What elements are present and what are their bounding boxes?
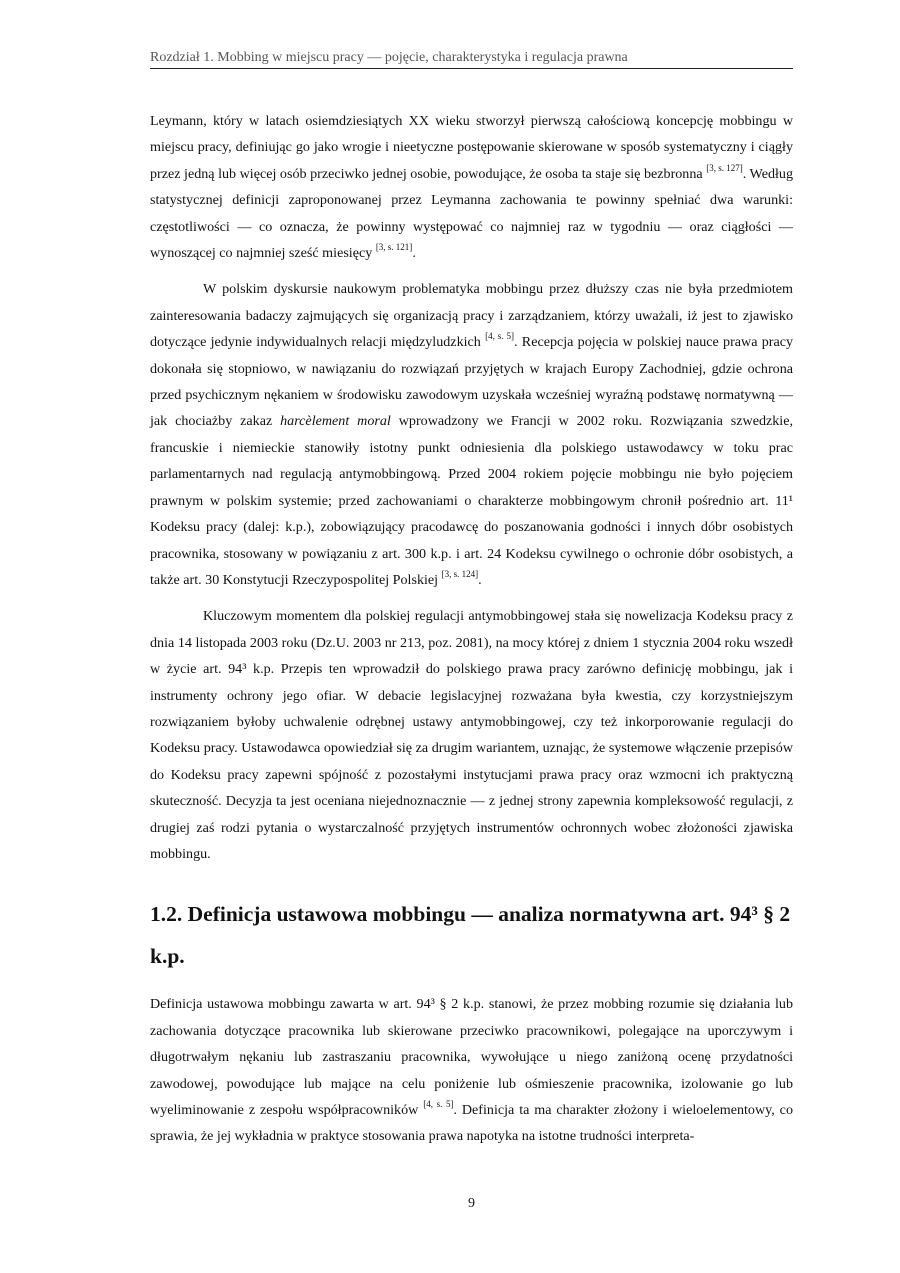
- text-span: . Recepcja pojęcia w polskiej nauce prawa pracy dokonała się stopniowo, w nawiązaniu do rozwiązań przyjętych w krajach Europy Zachodniej, gdzie ochrona przed psychicznym nękaniem w środowisku zawodowym uzyskała wcześniej wyraźną podstawę normatywną — jak chociażby zakaz: [150, 334, 793, 430]
- paragraph-leymann-definition: [150, 108, 793, 266]
- paragraph-statutory-definition: [150, 991, 793, 1149]
- text-span: wprowadzony we Francji w 2002 roku. Rozwiązania szwedzkie, francuskie i niemieckie stanowiły istotny punkt odniesienia dla polskiego ustawodawcy w toku prac parlamentarnych nad regulacją antymobbingową. Przed 2004 rokiem pojęcie mobbingu nie było pojęciem prawnym w polskim systemie; przed zachowaniami o charakterze mobbingowym chronił pośrednio art. 11¹ Kodeksu pracy (dalej: k.p.), zobowiązujący pracodawcę do poszanowania godności i innych dóbr osobistych pracownika, stosowany w powiązaniu z art. 300 k.p. i art. 24 Kodeksu cywilnego o ochronie dóbr osobistych, a także art. 30 Konstytucji Rzeczypospolitej Polskiej: [150, 413, 793, 588]
- text-span: . Definicja ta ma charakter złożony i wieloelementowy, co sprawia, że jej wykładnia w praktyce stosowania prawa napotyka na istotne trudności interpreta-: [150, 1102, 793, 1145]
- citation-reference: [3, s. 121]: [375, 242, 413, 253]
- text-span: Definicja ustawowa mobbingu zawarta w art. 94³ § 2 k.p. stanowi, że przez mobbing rozumie się działania lub zachowania dotyczące pracownika lub skierowane przeciwko pracownikowi, polegające na uporczywym i długotrwałym nękaniu lub zastraszaniu pracownika, wywołujące u niego zaniżoną ocenę przydatności zawodowej, powodujące lub mające na celu poniżenie lub ośmieszenie pracownika, izolowanie go lub wyeliminowanie z zespołu współpracowników: [150, 996, 793, 1118]
- paragraph-polish-discourse: [150, 276, 793, 593]
- document-page: [150, 0, 793, 1273]
- text-span: Kluczowym momentem dla polskiej regulacji antymobbingowej stała się nowelizacja Kodeksu pracy z dnia 14 listopada 2003 roku (Dz.U. 2003 nr 213, poz. 2081), na mocy której z dniem 1 stycznia 2004 roku wszedł w życie art. 94³ k.p. Przepis ten wprowadził do polskiego prawa pracy zarówno definicję mobbingu, jak i instrumenty ochrony jego ofiar. W debacie legislacyjnej rozważana była kwestia, czy korzystniejszym rozwiązaniem byłoby uchwalenie odrębnej ustawy antymobbingowej, czy też inkorporowanie regulacji do Kodeksu pracy. Ustawodawca opowiedział się za drugim wariantem, uznając, że systemowe włączenie przepisów do Kodeksu pracy zapewni spójność z pozostałymi instytucjami prawa pracy oraz wzmocni ich praktyczną skuteczność. Decyzja ta jest oceniana niejednoznacznie — z jednej strony zapewnia kompleksowość regulacji, z drugiej zaś rodzi pytania o wystarczalność przyjętych instrumentów ochronnych wobec złożoności zjawiska mobbingu.: [150, 608, 793, 862]
- citation-reference: [4, s. 5]: [423, 1099, 454, 1109]
- running-header: Rozdział 1. Mobbing w miejscu pracy — pojęcie, charakterystyka i regulacja prawna: [150, 50, 793, 69]
- citation-reference: [3, s. 127]: [706, 162, 743, 173]
- text-span: W polskim dyskursie naukowym problematyka mobbingu przez dłuższy czas nie była przedmiotem zainteresowania badaczy zajmujących się organizacją pracy i zarządzaniem, którzy uważali, iż jest to zjawisko dotyczące jedynie indywidualnych relacji międzyludzkich: [150, 281, 793, 351]
- text-span: Leymann, który w latach osiemdziesiątych XX wieku stworzył pierwszą całościową koncepcję mobbingu w miejscu pracy, definiując go jako wrogie i nieetyczne postępowanie skierowane w sposób systematyczny i ciągły przez jedną lub więcej osób przeciwko jednej osobie, powodujące, że osoba ta staje się bezbronna: [150, 113, 793, 182]
- italic-term: harcèlement moral: [280, 413, 391, 430]
- page-content: [150, 108, 793, 1150]
- section-heading: 1.2. Definicja ustawowa mobbingu — analiza normatywna art. 94³ § 2 k.p.: [150, 902, 791, 969]
- text-span: . Według statystycznej definicji zaproponowanej przez Leymanna zachowania te powinny spełniać dwa warunki: częstotliwości — co oznacza, że powinny występować co najmniej raz w tygodniu — oraz ciągłości — wynoszącej co najmniej sześć miesięcy: [150, 165, 794, 262]
- citation-reference: [4, s. 5]: [485, 331, 515, 342]
- page-number: 9: [468, 1196, 475, 1211]
- text-span: .: [478, 571, 482, 588]
- citation-reference: [3, s. 124]: [441, 568, 479, 579]
- paragraph-2003-amendment: [150, 603, 793, 867]
- text-span: .: [412, 245, 416, 262]
